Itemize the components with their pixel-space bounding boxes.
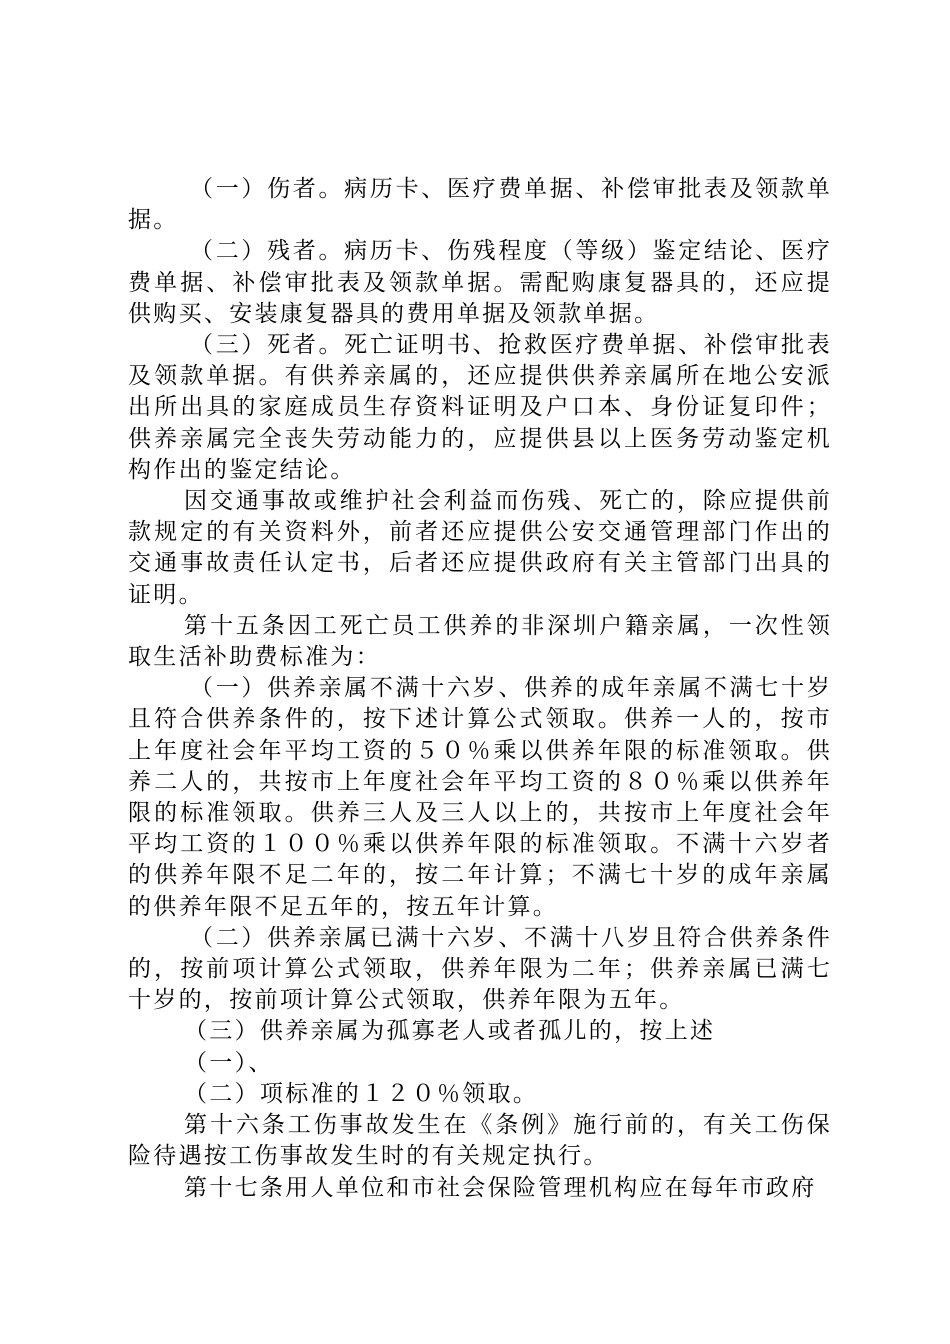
paragraph-item-ref-1: （一）、	[184, 1049, 274, 1076]
paragraph-article-17: 第十七条用人单位和市社会保险管理机构应在每年市政府	[184, 1174, 817, 1201]
paragraph-deceased: （三）死者。死亡证明书、抢救医疗费单据、补偿审批表及领款单据。有供养亲属的，还应提供供养亲属所在地公安派出所出具的家庭成员生存资料证明及户口本、身份证复印件；供养亲属完全丧失劳动能力的，应提供县以上医务劳动鉴定机构作出的鉴定结论。	[128, 332, 832, 483]
paragraph-article-16: 第十六条工伤事故发生在《条例》施行前的，有关工伤保险待遇按工伤事故发生时的有关规定执行。	[128, 1112, 832, 1170]
paragraph-item-ref-2: （二）项标准的１２０％领取。	[184, 1080, 539, 1107]
document-body	[128, 174, 832, 1204]
paragraph-traffic-accident: 因交通事故或维护社会利益而伤残、死亡的，除应提供前款规定的有关资料外，前者还应提供公安交通管理部门作出的交通事故责任认定书，后者还应提供政府有关主管部门出具的证明。	[128, 488, 832, 608]
paragraph-disabled: （二）残者。病历卡、伤残程度（等级）鉴定结论、医疗费单据、补偿审批表及领款单据。需配购康复器具的，还应提供购买、安装康复器具的费用单据及领款单据。	[128, 238, 832, 327]
paragraph-article-15: 第十五条因工死亡员工供养的非深圳户籍亲属，一次性领取生活补助费标准为：	[128, 612, 832, 671]
paragraph-injured: （一）伤者。病历卡、医疗费单据、补偿审批表及领款单据。	[128, 176, 832, 234]
paragraph-article-15-item-3: （三）供养亲属为孤寡老人或者孤儿的，按上述	[184, 1018, 716, 1045]
paragraph-article-15-item-1: （一）供养亲属不满十六岁、供养的成年亲属不满七十岁且符合供养条件的，按下述计算公式领取。供养一人的，按市上年度社会年平均工资的５０％乘以供养年限的标准领取。供养二人的，共按市上年度社会年平均工资的８０％乘以供养年限的标准领取。供养三人及三人以上的，共按市上年度社会年平均工资的１００％乘以供养年限的标准领取。不满十六岁者的供养年限不足二年的，按二年计算；不满七十岁的成年亲属的供养年限不足五年的，按五年计算。	[128, 675, 832, 920]
paragraph-article-15-item-2: （二）供养亲属已满十六岁、不满十八岁且符合供养条件的，按前项计算公式领取，供养年限为二年；供养亲属已满七十岁的，按前项计算公式领取，供养年限为五年。	[128, 924, 832, 1014]
